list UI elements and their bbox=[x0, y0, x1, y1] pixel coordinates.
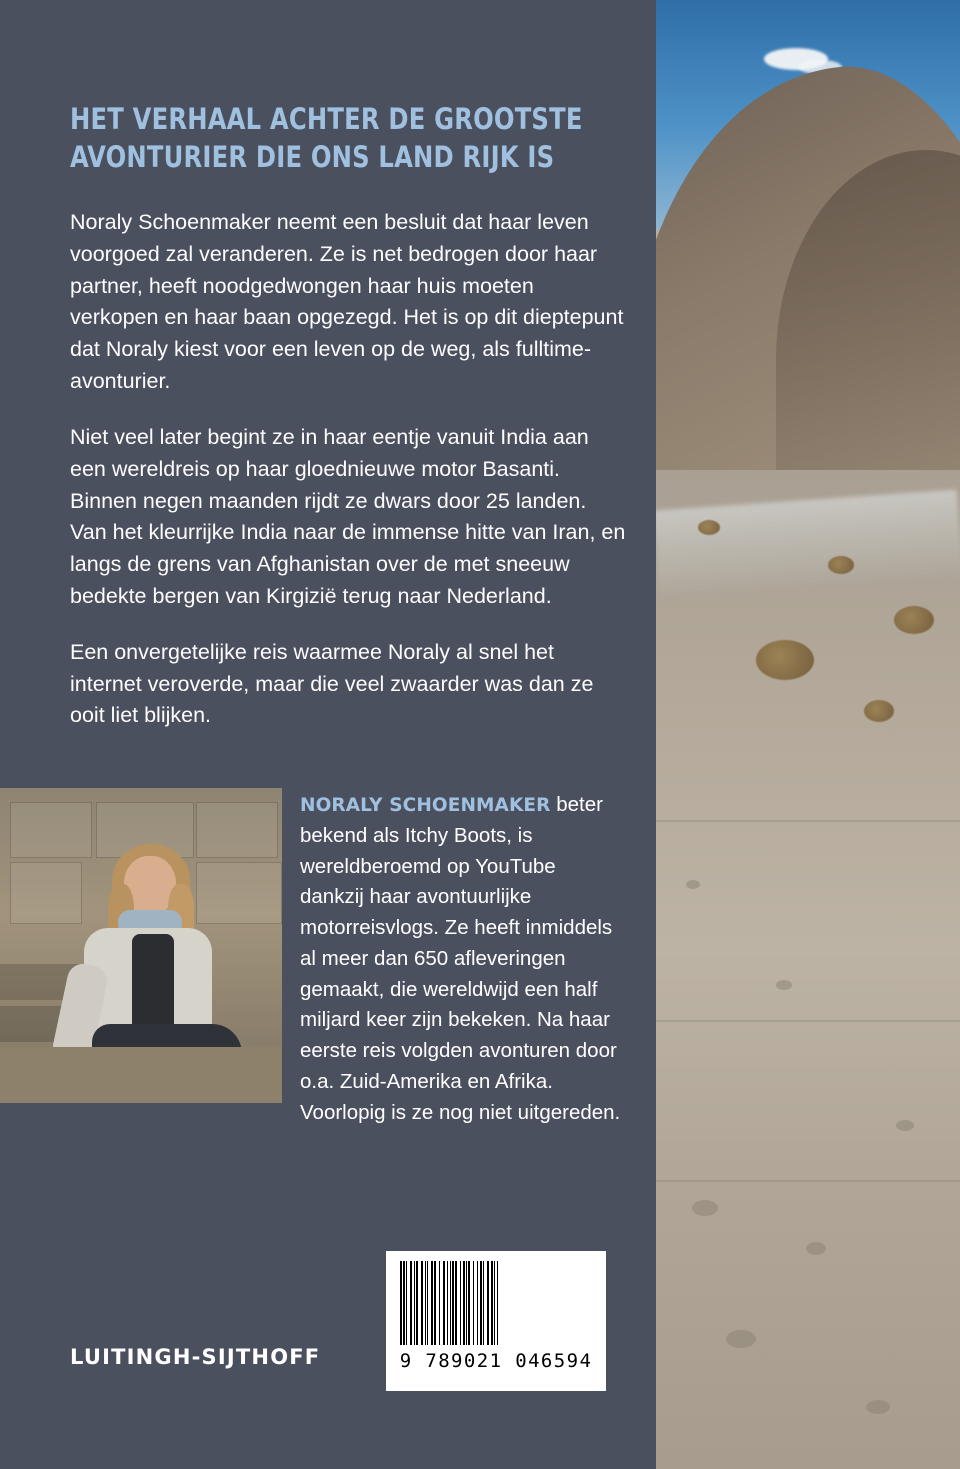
pebble bbox=[776, 980, 792, 990]
pebble bbox=[726, 1330, 756, 1348]
stone-block bbox=[196, 802, 278, 858]
pebble bbox=[866, 1400, 890, 1414]
bush bbox=[828, 556, 854, 574]
bush bbox=[756, 640, 814, 680]
bush bbox=[698, 520, 720, 535]
ground-texture bbox=[656, 1020, 960, 1022]
photo-foreground bbox=[0, 1047, 282, 1103]
blurb bbox=[70, 207, 626, 756]
ground-texture bbox=[656, 1180, 960, 1182]
pebble bbox=[896, 1120, 914, 1131]
blurb-paragraph-3: Een onvergetelijke reis waarmee Noraly al snel het internet veroverde, maar die veel zwaarder was dan ze ooit liet blijken. bbox=[70, 639, 594, 728]
blurb-paragraph-2: Niet veel later begint ze in haar eentje vanuit India aan een wereldreis op haar gloednieuwe motor Basanti. Binnen negen maanden rijdt ze dwars door 25 landen. Van het kleurrijke India naar de immense hitte van Iran, en langs de grens van Afghanistan over de met sneeuw bedekte bergen van Kirgizië terug naar Nederland. bbox=[70, 424, 626, 608]
headline: HET VERHAAL ACHTER DE GROOTSTE AVONTURIER DIE ONS LAND RIJK IS bbox=[70, 102, 583, 175]
barcode-number: 9 789021 046594 bbox=[399, 1350, 593, 1372]
stone-block bbox=[10, 802, 92, 858]
barcode-bars bbox=[400, 1261, 592, 1345]
landscape-photo bbox=[656, 0, 960, 1469]
barcode bbox=[386, 1251, 606, 1391]
bush bbox=[894, 606, 934, 634]
author-bio-text: beter bekend als Itchy Boots, is wereldberoemd op YouTube dankzij haar avontuurlijke motorreisvlogs. Ze heeft inmiddels al meer dan 650 afleveringen gemaakt, die wereldwijd een half miljard keer zijn bekeken. Na haar eerste reis volgden avonturen door o.a. Zuid-Amerika en Afrika. Voorlopig is ze nog niet uitgereden. bbox=[300, 793, 621, 1124]
pebble bbox=[806, 1242, 826, 1255]
bush bbox=[864, 700, 894, 722]
publisher-logo: LUITINGH-SIJTHOFF bbox=[70, 1345, 321, 1369]
author-photo bbox=[0, 788, 282, 1103]
pebble bbox=[686, 880, 700, 889]
stone-block bbox=[10, 862, 82, 924]
pebble bbox=[692, 1200, 718, 1216]
author-name: NORALY SCHOENMAKER bbox=[300, 795, 551, 816]
stone-block bbox=[196, 862, 282, 924]
author-bio bbox=[300, 790, 622, 1128]
blurb-paragraph-1: Noraly Schoenmaker neemt een besluit dat haar leven voorgoed zal veranderen. Ze is net bedrogen door haar partner, heeft noodgedwongen haar huis moeten verkopen en haar baan opgezegd. Het is op dit dieptepunt dat Noraly kiest voor een leven op de weg, als fulltime-avonturier. bbox=[70, 210, 624, 394]
ground-texture bbox=[656, 820, 960, 822]
